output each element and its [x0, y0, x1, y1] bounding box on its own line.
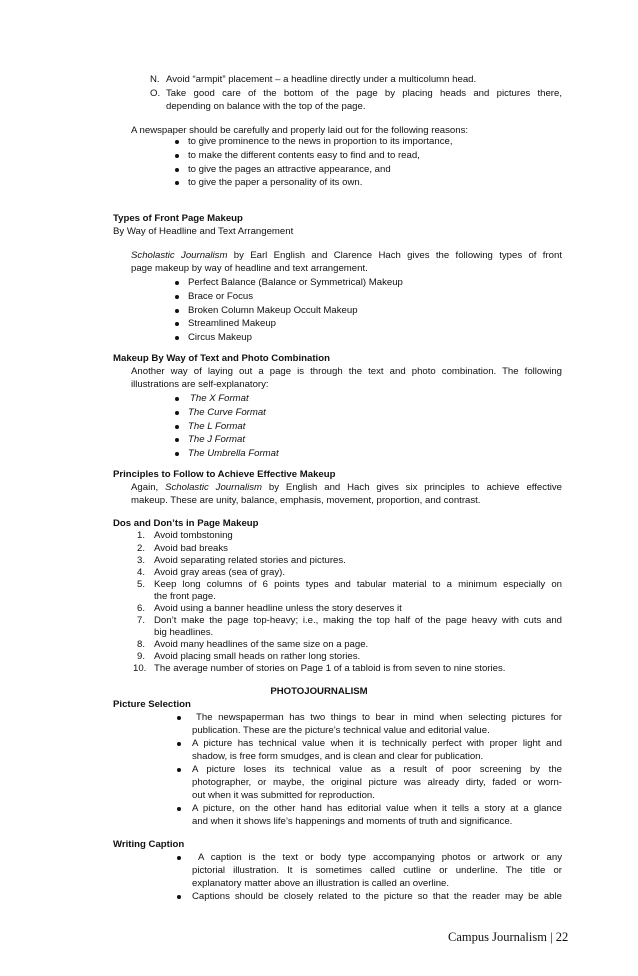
paragraph: A newspaper should be carefully and properly laid out for the following reasons: — [131, 125, 469, 136]
list-item: Circus Makeup — [188, 332, 252, 343]
bullet-icon — [175, 295, 179, 299]
list-item-continuation: out when it was submitted for reproduction. — [192, 790, 375, 801]
list-item: to give the pages an attractive appearance, and — [188, 164, 391, 175]
bullet-icon — [177, 807, 181, 811]
paragraph-line: illustrations are self-explanatory: — [131, 379, 269, 390]
list-number: 4. — [137, 567, 146, 578]
paragraph-text: by English and Hach gives six principles to achieve effective — [262, 482, 562, 493]
list-item: Keep long columns of 6 points types and tabular material to a minimum especially on — [154, 579, 562, 590]
bullet-icon — [177, 768, 181, 772]
list-item: to give prominence to the news in proportion to its importance, — [188, 136, 453, 147]
list-item-continuation: publication. These are the picture’s technical value and editorial value. — [192, 725, 490, 736]
list-item: Avoid using a banner headline unless the story deserves it — [154, 603, 402, 614]
book-title: Scholastic Journalism — [131, 250, 228, 261]
list-item: Avoid many headlines of the same size on a page. — [154, 639, 369, 650]
bullet-icon — [177, 895, 181, 899]
list-marker: O. — [150, 88, 161, 99]
list-item: A picture loses its technical value as a result of poor screening by the — [192, 764, 562, 775]
section-title: PHOTOJOURNALISM — [270, 686, 368, 697]
list-item: Avoid gray areas (sea of gray). — [154, 567, 286, 578]
list-number: 10. — [133, 663, 147, 674]
list-item: The L Format — [188, 421, 246, 432]
section-heading: Writing Caption — [113, 839, 185, 850]
bullet-icon — [175, 336, 179, 340]
paragraph-line: makeup. These are unity, balance, emphasis, movement, proportion, and contrast. — [131, 495, 481, 506]
bullet-icon — [177, 856, 181, 860]
bullet-icon — [175, 154, 179, 158]
list-item: Don’t make the page top-heavy; i.e., making the top half of the page heavy with cuts and — [154, 615, 562, 626]
list-item: A picture has technical value when it is technically perfect with proper light and — [192, 738, 562, 749]
list-number: 6. — [137, 603, 146, 614]
list-item-continuation: big headlines. — [154, 627, 214, 638]
list-item: Captions should be closely related to the picture so that the reader may be able — [192, 891, 562, 902]
list-item: The newspaperman has two things to bear in mind when selecting pictures for — [196, 712, 562, 723]
list-number: 8. — [137, 639, 146, 650]
list-item: The X Format — [190, 393, 249, 404]
list-item: The average number of stories on Page 1 of a tabloid is from seven to nine stories. — [154, 663, 506, 674]
section-heading: Picture Selection — [113, 699, 191, 710]
list-item: to give the paper a personality of its own. — [188, 177, 363, 188]
bullet-icon — [175, 452, 179, 456]
section-heading: Dos and Don’ts in Page Makeup — [113, 518, 259, 529]
bullet-icon — [175, 168, 179, 172]
list-item: Perfect Balance (Balance or Symmetrical) Makeup — [188, 277, 403, 288]
section-heading: Types of Front Page Makeup — [113, 213, 243, 224]
list-item-text: Avoid “armpit” placement – a headline directly under a multicolumn head. — [166, 74, 477, 85]
list-item-text: depending on balance with the top of the page. — [166, 101, 366, 112]
list-number: 2. — [137, 543, 146, 554]
list-item: Streamlined Makeup — [188, 318, 276, 329]
bullet-icon — [175, 181, 179, 185]
list-item: The Curve Format — [188, 407, 266, 418]
bullet-icon — [177, 742, 181, 746]
bullet-icon — [175, 322, 179, 326]
list-item: Avoid separating related stories and pictures. — [154, 555, 346, 566]
list-item: Avoid bad breaks — [154, 543, 228, 554]
list-marker: N. — [150, 74, 160, 85]
list-item: to make the different contents easy to find and to read, — [188, 150, 420, 161]
list-item: The Umbrella Format — [188, 448, 279, 459]
paragraph-line — [131, 482, 562, 494]
list-item: A caption is the text or body type accompanying photos or artwork or any — [198, 852, 562, 863]
bullet-icon — [175, 281, 179, 285]
bullet-icon — [175, 425, 179, 429]
list-item-continuation: the front page. — [154, 591, 216, 602]
list-item-continuation: shadow, is free form smudges, and is clean and clear for publication. — [192, 751, 484, 762]
list-item: Avoid placing small heads on rather long stories. — [154, 651, 361, 662]
list-number: 1. — [137, 530, 146, 541]
list-item: Brace or Focus — [188, 291, 254, 302]
bullet-icon — [175, 309, 179, 313]
list-item: A picture, on the other hand has editorial value when it tells a story at a glance — [192, 803, 562, 814]
list-number: 3. — [137, 555, 146, 566]
bullet-icon — [177, 716, 181, 720]
paragraph-text: by Earl English and Clarence Hach gives the following types of front — [227, 250, 562, 261]
list-item-continuation: pictorial illustration. It is sometimes called cutline or underline. The title or — [192, 865, 562, 876]
section-heading: Principles to Follow to Achieve Effective Makeup — [113, 469, 336, 480]
list-number: 7. — [137, 615, 146, 626]
list-item-continuation: photographer, or maybe, the original picture was already dirty, faded or worn- — [192, 777, 562, 788]
list-item: Avoid tombstoning — [154, 530, 233, 541]
paragraph-line: Another way of laying out a page is through the text and photo combination. The following — [131, 366, 562, 377]
list-item: Broken Column Makeup Occult Makeup — [188, 305, 358, 316]
list-item-continuation: and when it shows life’s happenings and moments of truth and significance. — [192, 816, 513, 827]
paragraph-line — [131, 250, 562, 262]
bullet-icon — [175, 140, 179, 144]
bullet-icon — [175, 397, 179, 401]
book-title: Scholastic Journalism — [165, 482, 263, 493]
paragraph-text: Again, — [131, 482, 166, 493]
list-number: 9. — [137, 651, 146, 662]
list-item-text: Take good care of the bottom of the page by placing heads and pictures there, — [166, 88, 562, 99]
list-number: 5. — [137, 579, 146, 590]
list-item-continuation: explanatory matter above an illustration is called an overline. — [192, 878, 450, 889]
list-item: The J Format — [188, 434, 246, 445]
paragraph-line: page makeup by way of headline and text arrangement. — [131, 263, 368, 274]
section-heading: Makeup By Way of Text and Photo Combination — [113, 353, 330, 364]
section-subheading: By Way of Headline and Text Arrangement — [113, 226, 294, 237]
page-footer: Campus Journalism | 22 — [448, 930, 569, 944]
bullet-icon — [175, 438, 179, 442]
bullet-icon — [175, 411, 179, 415]
